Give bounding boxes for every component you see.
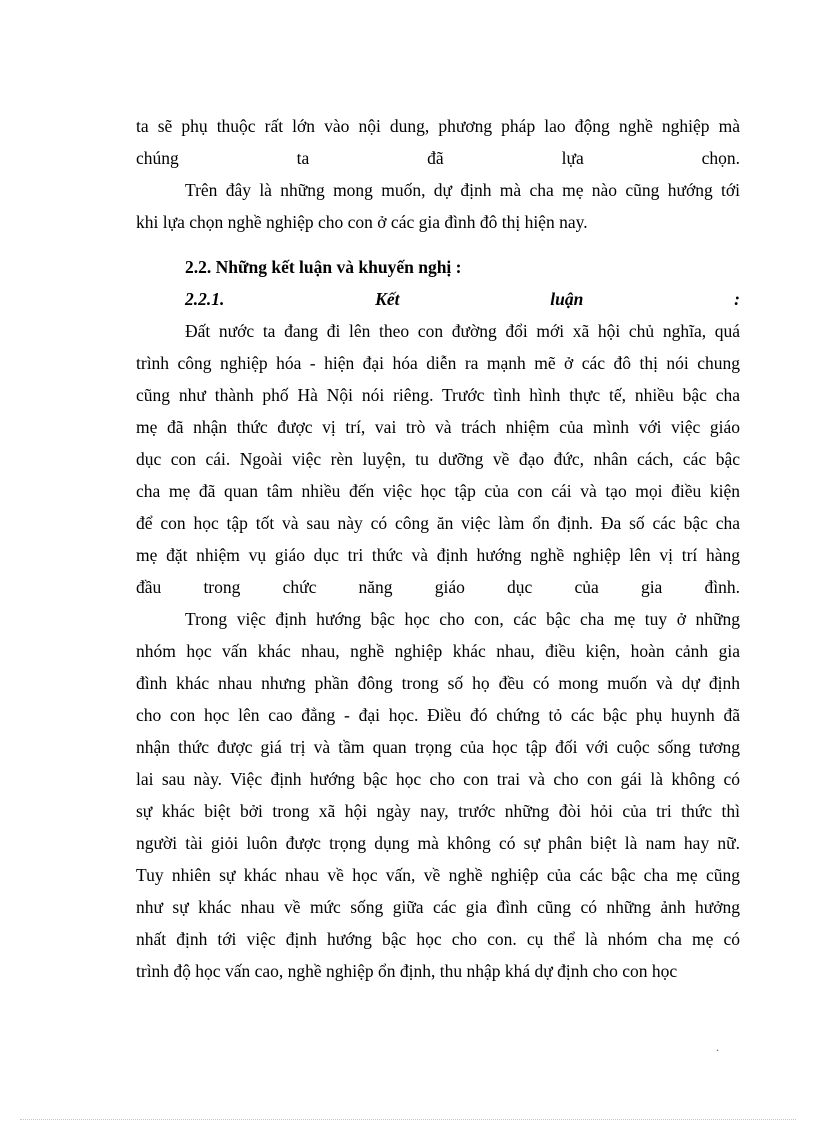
- text-line: mẹ đã nhận thức được vị trí, vai trò và trách nhiệm của mình với việc giáo: [136, 417, 740, 437]
- text-line: nhận thức được giá trị và tầm quan trọng của học tập đối với cuộc sống tương: [136, 737, 740, 757]
- section-heading: 2.2. Những kết luận và khuyến nghị :: [185, 257, 462, 277]
- text-line: sự khác biệt bởi trong xã hội ngày nay, trước những đòi hỏi của tri thức thì: [136, 801, 740, 821]
- text-line: Trên đây là những mong muốn, dự định mà cha mẹ nào cũng hướng tới: [185, 180, 740, 200]
- text-line: nhất định tới việc định hướng bậc học cho con. cụ thể là nhóm cha mẹ có: [136, 929, 740, 949]
- text-line: khi lựa chọn nghề nghiệp cho con ở các gia đình đô thị hiện nay.: [136, 212, 588, 232]
- text-line: cũng như thành phố Hà Nội nói riêng. Trước tình hình thực tế, nhiều bậc cha: [136, 385, 740, 405]
- text-line: Trong việc định hướng bậc học cho con, các bậc cha mẹ tuy ở những: [185, 609, 740, 629]
- text-line: Tuy nhiên sự khác nhau về học vấn, về nghề nghiệp của các bậc cha mẹ cũng: [136, 865, 740, 885]
- subsection-heading: 2.2.1. Kết luận :: [185, 289, 740, 309]
- text-line: đầu trong chức năng giáo dục của gia đình.: [136, 577, 740, 597]
- text-line: ta sẽ phụ thuộc rất lớn vào nội dung, phương pháp lao động nghề nghiệp mà: [136, 116, 740, 136]
- text-line: như sự khác nhau về mức sống giữa các gia đình cũng có những ảnh hưởng: [136, 897, 740, 917]
- text-line: Đất nước ta đang đi lên theo con đường đổi mới xã hội chủ nghĩa, quá: [185, 321, 740, 341]
- text-line: dục con cái. Ngoài việc rèn luyện, tu dưỡng về đạo đức, nhân cách, các bậc: [136, 449, 740, 469]
- text-line: trình độ học vấn cao, nghề nghiệp ổn định, thu nhập khá dự định cho con học: [136, 961, 678, 981]
- text-line: cha mẹ đã quan tâm nhiều đến việc học tập của con cái và tạo mọi điều kiện: [136, 481, 740, 501]
- text-line: cho con học lên cao đẳng - đại học. Điều đó chứng tỏ các bậc phụ huynh đã: [136, 705, 740, 725]
- paragraph-gap: [136, 238, 740, 251]
- text-line: trình công nghiệp hóa - hiện đại hóa diễn ra mạnh mẽ ở các đô thị nói chung: [136, 353, 740, 373]
- text-line: chúng ta đã lựa chọn.: [136, 148, 740, 168]
- text-line: mẹ đặt nhiệm vụ giáo dục tri thức và định hướng nghề nghiệp lên vị trí hàng: [136, 545, 740, 565]
- text-line: để con học tập tốt và sau này có công ăn việc làm ổn định. Đa số các bậc cha: [136, 513, 740, 533]
- text-line: đình khác nhau nhưng phần đông trong số họ đều có mong muốn và dự định: [136, 673, 740, 693]
- footer-mark: .: [716, 1040, 719, 1054]
- text-line: người tài giỏi luôn được trọng dụng mà không có sự phân biệt là nam hay nữ.: [136, 833, 740, 853]
- document-body: [136, 110, 740, 987]
- text-line: nhóm học vấn khác nhau, nghề nghiệp khác nhau, điều kiện, hoàn cảnh gia: [136, 641, 740, 661]
- text-line: lai sau này. Việc định hướng bậc học cho con trai và cho con gái là không có: [136, 769, 740, 789]
- page-bottom-rule: [20, 1119, 796, 1120]
